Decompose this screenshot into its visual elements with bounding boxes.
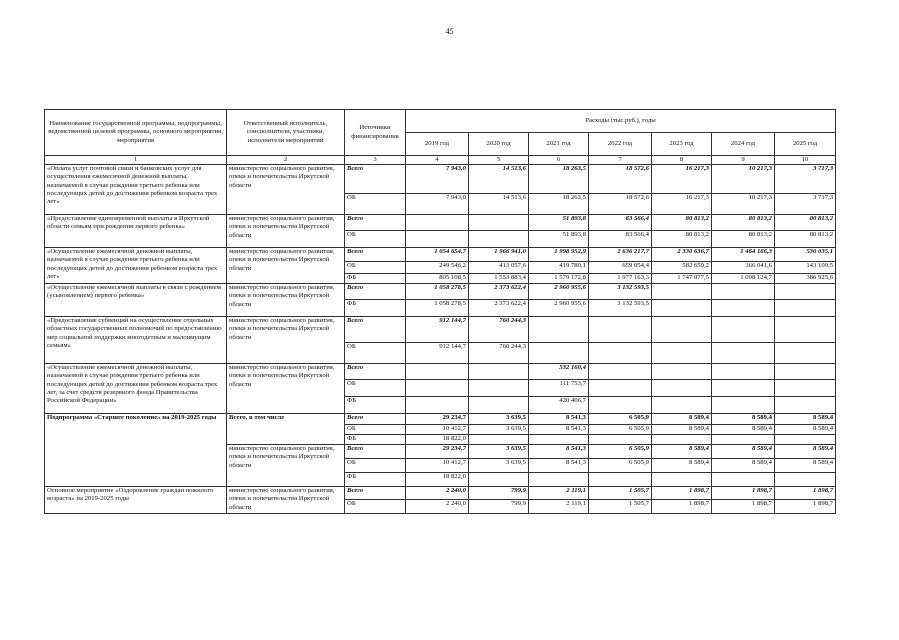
budget-table — [44, 109, 836, 514]
expense-value — [589, 397, 652, 414]
expense-value: 2 636 217,7 — [589, 248, 652, 262]
expense-value — [469, 473, 529, 487]
expense-value: 18 263,5 — [529, 165, 589, 194]
header-executor: Ответственный исполнитель, соисполнители, участники, исполнители мероприятий — [227, 110, 345, 156]
expense-value: 10 217,3 — [712, 194, 775, 215]
funding-source: Всего — [345, 248, 406, 262]
expense-value: 8 589,4 — [775, 425, 836, 435]
expense-value — [775, 343, 836, 364]
column-number: 6 — [529, 156, 589, 165]
funding-source: ФБ — [345, 300, 406, 317]
expense-value: 6 505,9 — [589, 445, 652, 459]
column-number: 8 — [652, 156, 712, 165]
header-year: 2023 год — [652, 133, 712, 156]
program-name: «Осуществление ежемесячной денежной выплаты, назначаемой в случае рождения третьего ребенка или последующих детей до достижения ребенком возраста трех лет» — [45, 248, 227, 284]
funding-source: Всего — [345, 165, 406, 194]
expense-value — [406, 397, 469, 414]
expense-value: 80 813,2 — [712, 231, 775, 248]
expense-value — [589, 473, 652, 487]
column-number: 5 — [469, 156, 529, 165]
expense-value: 18 572,6 — [589, 165, 652, 194]
expense-value — [712, 284, 775, 300]
expense-value: 8 541,3 — [529, 414, 589, 425]
header-source: Источники финансирования — [345, 110, 406, 156]
expense-value: 8 589,4 — [652, 445, 712, 459]
executor-name: министерство социального развития, опеки и попечительства Иркутской области — [227, 215, 345, 248]
expense-value — [775, 397, 836, 414]
expense-value: 1 898,7 — [652, 500, 712, 514]
expense-value: 3 639,5 — [469, 425, 529, 435]
program-name: Основное мероприятие «Оздоровление граждан пожилого возраста» на 2019-2025 годы — [45, 487, 227, 514]
funding-source: ОБ — [345, 459, 406, 473]
funding-source: ОБ — [345, 380, 406, 397]
table-row — [45, 414, 836, 425]
expense-value: 3 717,3 — [775, 194, 836, 215]
executor-name: Всего, в том числе — [227, 414, 345, 445]
expense-value: 29 234,7 — [406, 414, 469, 425]
header-year: 2024 год — [712, 133, 775, 156]
expense-value: 18 263,5 — [529, 194, 589, 215]
column-number: 3 — [345, 156, 406, 165]
expense-value — [712, 317, 775, 343]
executor-name: министерство социального развития, опеки и попечительства Иркутской области — [227, 284, 345, 317]
header-name: Наименование государственной программы, подпрограммы, ведомственной целевой программы, основного мероприятия, мероприятия — [45, 110, 227, 156]
expense-value: 8 589,4 — [775, 414, 836, 425]
expense-value: 1 898,7 — [712, 487, 775, 500]
expense-value: 18 822,0 — [406, 435, 469, 445]
expense-value — [469, 215, 529, 231]
table-row — [45, 317, 836, 343]
funding-source: ФБ — [345, 473, 406, 487]
expense-value — [406, 215, 469, 231]
funding-source: Всего — [345, 215, 406, 231]
expense-value: 1 898,7 — [652, 487, 712, 500]
funding-source: Всего — [345, 317, 406, 343]
table-row — [45, 284, 836, 300]
expense-value: 8 541,3 — [529, 425, 589, 435]
funding-source: Всего — [345, 487, 406, 500]
table-row — [45, 364, 836, 380]
column-number: 10 — [775, 156, 836, 165]
expense-value: 1 553 883,4 — [469, 274, 529, 284]
expense-value — [712, 397, 775, 414]
expense-value: 805 108,5 — [406, 274, 469, 284]
expense-value: 659 054,4 — [589, 262, 652, 274]
expense-value: 8 589,4 — [712, 414, 775, 425]
expense-value: 14 513,6 — [469, 165, 529, 194]
expense-value — [529, 435, 589, 445]
expense-value: 8 589,4 — [652, 414, 712, 425]
expense-value: 16 217,3 — [652, 194, 712, 215]
expense-value — [775, 364, 836, 380]
expense-value — [775, 284, 836, 300]
funding-source: Всего — [345, 445, 406, 459]
expense-value — [775, 435, 836, 445]
expense-value — [775, 317, 836, 343]
expense-value: 3 132 593,5 — [589, 284, 652, 300]
expense-value: 8 589,4 — [775, 445, 836, 459]
funding-source: Всего — [345, 284, 406, 300]
expense-value — [529, 343, 589, 364]
expense-value: 2 240,0 — [406, 500, 469, 514]
expense-value: 1 966 941,0 — [469, 248, 529, 262]
column-number: 7 — [589, 156, 652, 165]
expense-value: 1 098 124,7 — [712, 274, 775, 284]
expense-value: 3 639,5 — [469, 445, 529, 459]
expense-value — [589, 343, 652, 364]
column-number: 2 — [227, 156, 345, 165]
expense-value: 1 054 654,7 — [406, 248, 469, 262]
expense-value: 7 943,0 — [406, 194, 469, 215]
expense-value — [712, 473, 775, 487]
expense-value — [712, 343, 775, 364]
expense-value: 80 813,2 — [775, 231, 836, 248]
executor-name: министерство социального развития, опеки и попечительства Иркутской области — [227, 487, 345, 514]
expense-value: 532 160,4 — [529, 364, 589, 380]
expense-value: 2 960 955,6 — [529, 300, 589, 317]
table-row — [45, 165, 836, 194]
expense-value: 2 373 622,4 — [469, 284, 529, 300]
expense-value — [469, 435, 529, 445]
column-number: 4 — [406, 156, 469, 165]
expense-value — [775, 300, 836, 317]
expense-value: 2 373 622,4 — [469, 300, 529, 317]
expense-value: 80 813,2 — [652, 215, 712, 231]
expense-value: 14 513,6 — [469, 194, 529, 215]
expense-value: 3 639,5 — [469, 459, 529, 473]
expense-value — [712, 300, 775, 317]
funding-source: ОБ — [345, 194, 406, 215]
funding-source: ОБ — [345, 262, 406, 274]
expense-value — [406, 364, 469, 380]
expense-value: 760 244,3 — [469, 317, 529, 343]
expense-value: 16 217,3 — [652, 165, 712, 194]
expense-value: 51 893,8 — [529, 215, 589, 231]
expense-value: 3 132 593,5 — [589, 300, 652, 317]
expense-value: 3 639,5 — [469, 414, 529, 425]
expense-value: 18 572,6 — [589, 194, 652, 215]
expense-value: 1 058 278,5 — [406, 300, 469, 317]
expense-value — [652, 435, 712, 445]
header-expenses: Расходы (тыс.руб.), годы — [406, 110, 836, 133]
expense-value: 143 109,5 — [775, 262, 836, 274]
expense-value — [589, 364, 652, 380]
program-name: «Оплата услуг почтовой связи и банковских услуг для осуществления ежемесячной денежной выплаты, назначаемой в случае рождения третьего ребенка или последующих детей до достижения ребенком возраста трех лет» — [45, 165, 227, 215]
expense-value — [469, 364, 529, 380]
expense-value: 51 893,8 — [529, 231, 589, 248]
expense-value: 2 960 955,6 — [529, 284, 589, 300]
expense-value — [406, 380, 469, 397]
expense-value — [775, 473, 836, 487]
expense-value: 912 144,7 — [406, 317, 469, 343]
executor-name: министерство социального развития, опеки и попечительства Иркутской области — [227, 364, 345, 414]
expense-value: 249 546,2 — [406, 262, 469, 274]
expense-value — [529, 317, 589, 343]
expense-value: 530 035,1 — [775, 248, 836, 262]
expense-value: 8 589,4 — [652, 425, 712, 435]
expense-value — [775, 380, 836, 397]
expense-value — [589, 435, 652, 445]
table-row — [45, 487, 836, 500]
header-year: 2021 год — [529, 133, 589, 156]
expense-value — [652, 284, 712, 300]
expense-value: 582 659,2 — [652, 262, 712, 274]
expense-value: 2 330 636,7 — [652, 248, 712, 262]
executor-name: министерство социального развития, опеки и попечительства Иркутской области — [227, 317, 345, 364]
expense-value: 10 412,7 — [406, 459, 469, 473]
expense-value: 83 566,4 — [589, 231, 652, 248]
expense-value — [469, 380, 529, 397]
expense-value — [652, 397, 712, 414]
expense-value — [406, 231, 469, 248]
expense-value — [469, 397, 529, 414]
expense-value: 7 943,0 — [406, 165, 469, 194]
expense-value: 6 505,9 — [589, 459, 652, 473]
funding-source: ОБ — [345, 425, 406, 435]
expense-value: 760 244,3 — [469, 343, 529, 364]
expense-value: 413 057,6 — [469, 262, 529, 274]
expense-value — [652, 317, 712, 343]
executor-name: министерство социального развития, опеки и попечительства Иркутской области — [227, 445, 345, 487]
expense-value: 111 753,7 — [529, 380, 589, 397]
expense-value: 1 998 952,9 — [529, 248, 589, 262]
expense-value: 6 505,9 — [589, 414, 652, 425]
expense-value: 799,9 — [469, 487, 529, 500]
expense-value: 8 589,4 — [775, 459, 836, 473]
page-number: 45 — [445, 27, 454, 36]
expense-value: 1 505,7 — [589, 500, 652, 514]
program-name: Подпрограмма «Старшее поколение» на 2019-2025 годы — [45, 414, 227, 487]
expense-value — [712, 364, 775, 380]
expense-value: 912 144,7 — [406, 343, 469, 364]
funding-source: Всего — [345, 364, 406, 380]
header-year: 2020 год — [469, 133, 529, 156]
expense-value — [652, 300, 712, 317]
expense-value: 8 589,4 — [652, 459, 712, 473]
expense-value: 6 505,9 — [589, 425, 652, 435]
expense-value — [652, 343, 712, 364]
funding-source: ФБ — [345, 435, 406, 445]
expense-value: 1 977 163,3 — [589, 274, 652, 284]
column-number: 9 — [712, 156, 775, 165]
expense-value: 1 505,7 — [589, 487, 652, 500]
table-row — [45, 248, 836, 262]
expense-value: 1 898,7 — [775, 500, 836, 514]
table-row — [45, 215, 836, 231]
funding-source: ФБ — [345, 274, 406, 284]
expense-value: 1 898,7 — [775, 487, 836, 500]
expense-value: 799,9 — [469, 500, 529, 514]
expense-value — [469, 231, 529, 248]
program-name: «Осуществление ежемесячной денежной выплаты, назначаемой в случае рождения третьего ребенка или последующих детей до достижения ребенком возраста трех лет, за счет средств резервного фонда Правительства Российской Федерации» — [45, 364, 227, 414]
expense-value — [589, 380, 652, 397]
funding-source: ОБ — [345, 343, 406, 364]
expense-value — [652, 364, 712, 380]
program-name: «Предоставление единовременной выплаты в Иркутской области семьям при рождении первого ребенка» — [45, 215, 227, 248]
header-year: 2019 год — [406, 133, 469, 156]
expense-value: 420 406,7 — [529, 397, 589, 414]
expense-value: 80 813,2 — [652, 231, 712, 248]
header-year: 2022 год — [589, 133, 652, 156]
expense-value: 2 119,1 — [529, 500, 589, 514]
expense-value: 8 541,3 — [529, 445, 589, 459]
expense-value: 10 217,3 — [712, 165, 775, 194]
funding-source: ОБ — [345, 231, 406, 248]
expense-value: 1 464 166,3 — [712, 248, 775, 262]
expense-value: 8 589,4 — [712, 425, 775, 435]
expense-value: 80 813,2 — [712, 215, 775, 231]
expense-value: 10 412,7 — [406, 425, 469, 435]
expense-value — [589, 317, 652, 343]
program-name: «Предоставление субвенций на осуществление отдельных областных государственных полномочий по предоставлению мер социальной поддержки многодетным и малоимущим семьям» — [45, 317, 227, 364]
funding-source: Всего — [345, 414, 406, 425]
header-year: 2025 год — [775, 133, 836, 156]
expense-value — [712, 435, 775, 445]
expense-value: 80 813,2 — [775, 215, 836, 231]
expense-value: 8 589,4 — [712, 445, 775, 459]
expense-value: 2 119,1 — [529, 487, 589, 500]
executor-name: министерство социального развития, опеки и попечительства Иркутской области — [227, 248, 345, 284]
expense-value: 8 541,3 — [529, 459, 589, 473]
expense-value: 1 058 278,5 — [406, 284, 469, 300]
column-number: 1 — [45, 156, 227, 165]
executor-name: министерство социального развития, опеки и попечительства Иркутской области — [227, 165, 345, 215]
expense-value: 386 925,6 — [775, 274, 836, 284]
expense-value — [712, 380, 775, 397]
funding-source: ОБ — [345, 500, 406, 514]
expense-value: 29 234,7 — [406, 445, 469, 459]
expense-value: 83 566,4 — [589, 215, 652, 231]
expense-value: 3 717,3 — [775, 165, 836, 194]
expense-value: 1 747 977,5 — [652, 274, 712, 284]
funding-source: ФБ — [345, 397, 406, 414]
expense-value — [652, 380, 712, 397]
expense-value: 2 240,0 — [406, 487, 469, 500]
expense-value: 8 589,4 — [712, 459, 775, 473]
expense-value: 1 898,7 — [712, 500, 775, 514]
expense-value: 419 780,1 — [529, 262, 589, 274]
expense-value: 366 041,6 — [712, 262, 775, 274]
expense-value: 18 822,0 — [406, 473, 469, 487]
expense-value — [652, 473, 712, 487]
expense-value — [529, 473, 589, 487]
expense-value: 1 579 172,8 — [529, 274, 589, 284]
program-name: «Осуществление ежемесячной выплаты в связи с рождением (усыновлением) первого ребенка» — [45, 284, 227, 317]
